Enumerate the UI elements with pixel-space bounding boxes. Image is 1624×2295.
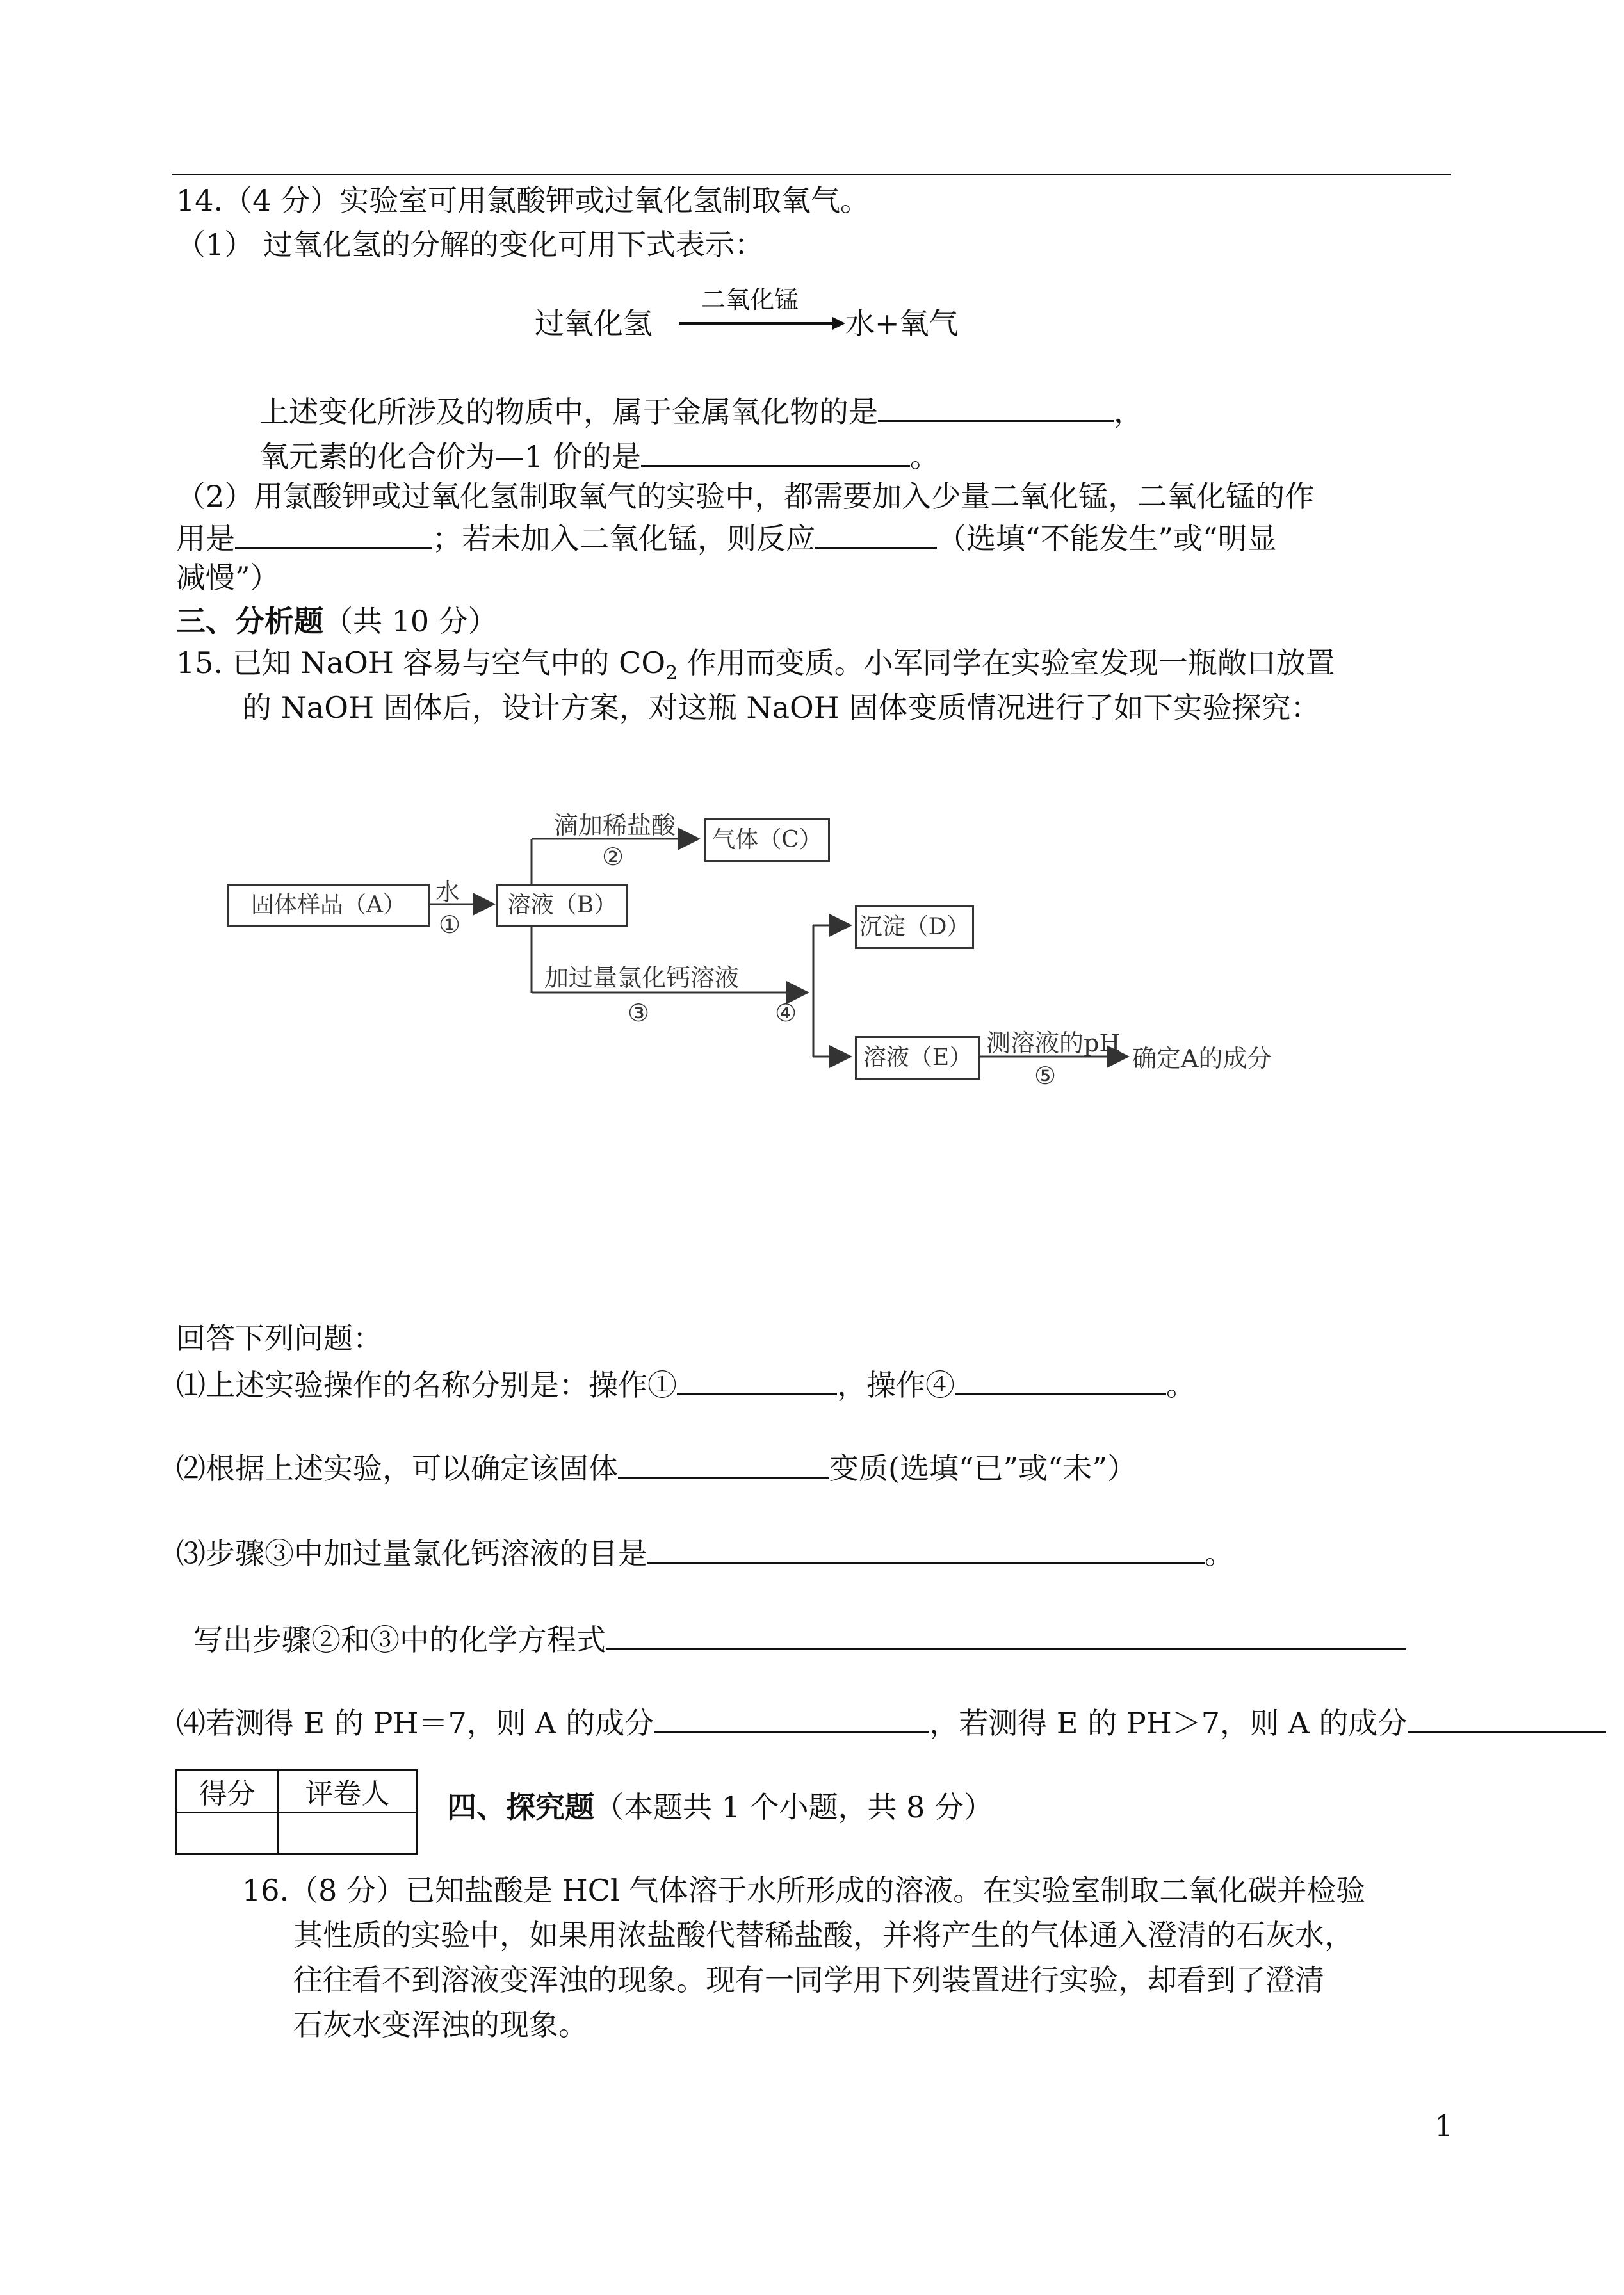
q15-answer-3 xyxy=(176,1534,1234,1573)
q14-part2-line2 xyxy=(176,519,1277,558)
q14-line-a-end: ， xyxy=(1114,394,1143,429)
answer-blank[interactable] xyxy=(878,392,1114,422)
q15-answer-1 xyxy=(176,1365,1196,1404)
answer-blank[interactable] xyxy=(654,1703,929,1733)
section4-heading xyxy=(447,1788,993,1826)
step1-label: 水 xyxy=(435,878,460,906)
q14-equation xyxy=(535,279,970,349)
q15-answer-2 xyxy=(176,1448,1137,1488)
step2-label: 滴加稀盐酸 xyxy=(554,811,676,839)
q14-part2-line1: （2）用氯酸钾或过氧化氢制取氧气的实验中，都需要加入少量二氧化锰，二氧化锰的作 xyxy=(176,479,1315,514)
step3-number: ③ xyxy=(628,999,650,1027)
score-header: 得分 xyxy=(177,1770,278,1813)
grader-header: 评卷人 xyxy=(278,1770,418,1813)
q14-line-b-text: 氧元素的化合价为—1 价的是 xyxy=(259,439,641,474)
step5-number: ⑤ xyxy=(1034,1062,1057,1090)
q15-answer-intro: 回答下列问题： xyxy=(176,1321,382,1356)
box-precipitate-d: 沉淀（D） xyxy=(855,905,974,949)
answer-blank[interactable] xyxy=(235,519,432,549)
score-cell[interactable] xyxy=(177,1813,278,1854)
qa3-a: ⑶步骤③中加过量氯化钙溶液的目是 xyxy=(176,1536,647,1571)
qa2-a: ⑵根据上述实验，可以确定该固体 xyxy=(176,1451,618,1486)
q14-line-b xyxy=(259,437,939,476)
eq-right: 水+氧气 xyxy=(845,306,959,341)
page-number: 1 xyxy=(1434,2109,1454,2143)
flow-diagram xyxy=(218,788,1306,1108)
q16-line2: 其性质的实验中，如果用浓盐酸代替稀盐酸，并将产生的气体通入澄清的石灰水， xyxy=(293,1918,1354,1952)
qa2-b: 变质(选填“已”或“未”） xyxy=(829,1451,1137,1486)
q14-part2-line3: 减慢”） xyxy=(176,560,280,595)
q16-line4: 石灰水变浑浊的现象。 xyxy=(293,2007,588,2042)
section3-points: （共 10 分） xyxy=(323,604,498,638)
q15-co2-subscript: 2 xyxy=(665,662,678,685)
q14-part1: （1） 过氧化氢的分解的变化可用下式表示： xyxy=(176,227,764,262)
answer-blank[interactable] xyxy=(815,519,937,549)
section4-title: 四、探究题 xyxy=(447,1790,594,1824)
box-solution-e: 溶液（E） xyxy=(855,1036,980,1080)
eq-arrow xyxy=(679,316,845,331)
box-solid-sample-a: 固体样品（A） xyxy=(227,884,430,927)
qa1-c: 。 xyxy=(1166,1368,1196,1402)
qa4-b: ，若测得 E 的 PH＞7，则 A 的成分 xyxy=(929,1706,1408,1740)
header-rule xyxy=(172,174,1451,175)
q14-line-a xyxy=(259,392,1143,431)
answer-blank[interactable] xyxy=(641,437,910,467)
q15-line1-b: 作用而变质。小军同学在实验室发现一瓶敞口放置 xyxy=(678,645,1335,680)
eq-left: 过氧化氢 xyxy=(535,306,653,341)
q15-answer-4 xyxy=(176,1703,1606,1742)
box-solution-b: 溶液（B） xyxy=(496,884,628,927)
answer-blank[interactable] xyxy=(647,1534,1205,1564)
step3-label: 加过量氯化钙溶液 xyxy=(544,964,740,992)
q14-p2-b3: （选填“不能发生”或“明显 xyxy=(937,521,1277,556)
q16-line3: 往往看不到溶液变浑浊的现象。现有一同学用下列装置进行实验，却看到了澄清 xyxy=(293,1963,1324,1997)
section3-title: 三、分析题 xyxy=(176,604,323,638)
section3-heading xyxy=(176,602,498,640)
q15-line1-a: 15. 已知 NaOH 容易与空气中的 CO xyxy=(176,645,666,680)
step1-number: ① xyxy=(439,911,461,939)
q14-line-a-text: 上述变化所涉及的物质中，属于金属氧化物的是 xyxy=(259,394,878,429)
qa1-b: ，操作④ xyxy=(837,1368,955,1402)
step5-label: 测溶液的pH xyxy=(986,1029,1121,1057)
qa3-eq: 写出步骤②和③中的化学方程式 xyxy=(193,1623,606,1657)
q14-p2-b1: 用是 xyxy=(176,521,235,556)
answer-blank[interactable] xyxy=(618,1448,829,1479)
step4-number: ④ xyxy=(775,999,797,1027)
q15-answer-3-equation xyxy=(193,1620,1406,1659)
step2-number: ② xyxy=(602,843,624,871)
grader-cell[interactable] xyxy=(278,1813,418,1854)
qa3-b: 。 xyxy=(1205,1536,1234,1571)
section4-points: （本题共 1 个小题，共 8 分） xyxy=(594,1790,994,1824)
q15-line2: 的 NaOH 固体后，设计方案，对这瓶 NaOH 固体变质情况进行了如下实验探究： xyxy=(242,690,1320,725)
qa4-a: ⑷若测得 E 的 PH＝7，则 A 的成分 xyxy=(176,1706,654,1740)
score-table xyxy=(175,1769,418,1855)
result-label: 确定A的成分 xyxy=(1132,1044,1272,1073)
q16-line1: 16.（8 分）已知盐酸是 HCl 气体溶于水所形成的溶液。在实验室制取二氧化碳并检验 xyxy=(242,1873,1366,1908)
qa1-a: ⑴上述实验操作的名称分别是：操作① xyxy=(176,1368,677,1402)
answer-blank[interactable] xyxy=(677,1365,837,1395)
q14-p2-b2: ；若未加入二氧化锰，则反应 xyxy=(432,521,815,556)
q14-line-b-end: 。 xyxy=(909,439,939,474)
eq-catalyst: 二氧化锰 xyxy=(701,286,799,314)
answer-blank[interactable] xyxy=(955,1365,1166,1395)
q15-line1 xyxy=(176,644,1335,693)
q14-title: 14.（4 分）实验室可用氯酸钾或过氧化氢制取氧气。 xyxy=(176,183,870,218)
answer-blank[interactable] xyxy=(1408,1703,1606,1733)
box-gas-c: 气体（C） xyxy=(704,818,830,862)
answer-blank[interactable] xyxy=(606,1620,1406,1650)
